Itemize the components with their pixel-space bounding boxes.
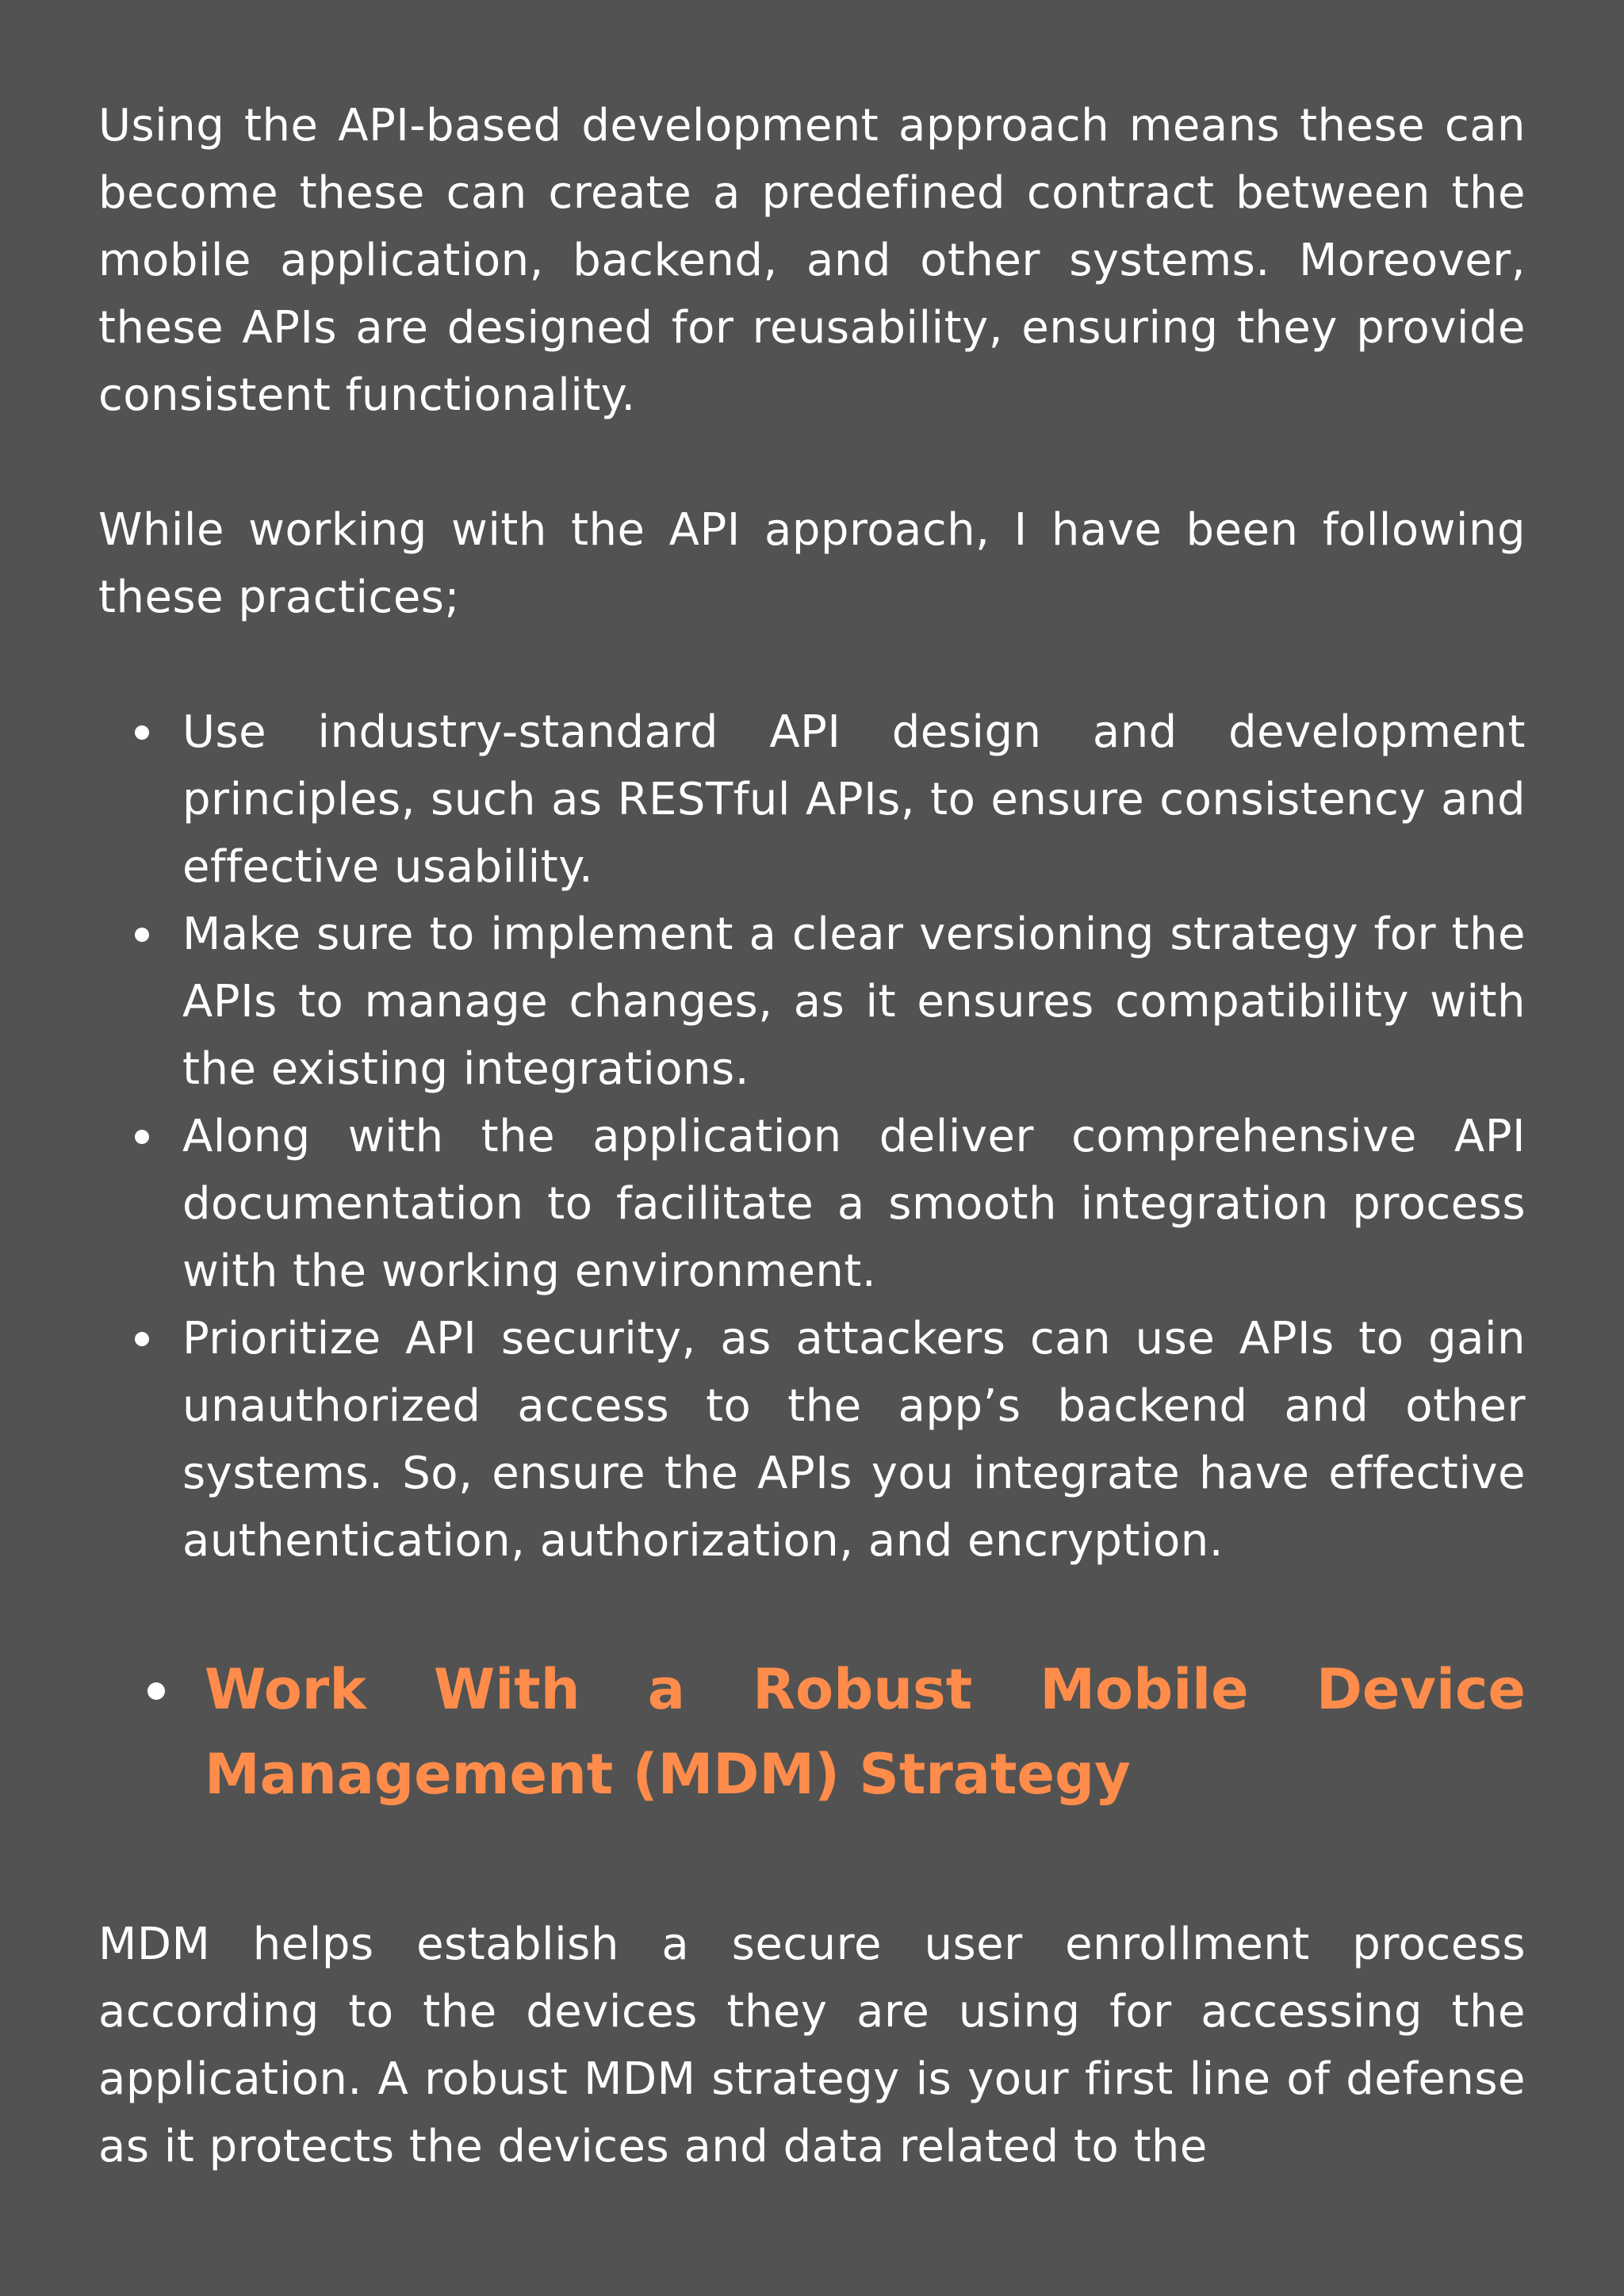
list-item-text: Make sure to implement a clear versioning strategy for the APIs to manage changes, as it ensures compatibility with the existing integrations. xyxy=(182,909,1526,1095)
section-heading: Work With a Robust Mobile Device Management (MDM) Strategy xyxy=(205,1657,1526,1807)
practices-intro-paragraph: While working with the API approach, I have been following these practices; xyxy=(98,504,1526,623)
list-item xyxy=(98,1103,1526,1305)
bullet-icon xyxy=(135,725,149,740)
mdm-paragraph: MDM helps establish a secure user enrollment process according to the devices they are using for accessing the application. A robust MDM strategy is your first line of defense as it protects the devices and data related to the xyxy=(98,1919,1526,2172)
list-item xyxy=(98,1305,1526,1575)
list-item xyxy=(98,698,1526,901)
practices-list xyxy=(98,698,1526,1575)
bullet-icon xyxy=(135,928,149,942)
intro-paragraph: Using the API-based development approach means these can become these can create a predefined contract between the mobile application, backend, and other systems. Moreover, these APIs are designed for reusability, ensuring they provide consistent functionality. xyxy=(98,100,1526,421)
list-item-text: Along with the application deliver comprehensive API documentation to facilitate a smooth integration process with the working environment. xyxy=(182,1111,1526,1297)
bullet-icon xyxy=(147,1682,165,1700)
section-heading-item xyxy=(98,1647,1526,1817)
bullet-icon xyxy=(135,1130,149,1144)
list-item xyxy=(98,901,1526,1103)
list-item-text: Use industry-standard API design and development principles, such as RESTful APIs, to ensure consistency and effective usability. xyxy=(182,706,1526,893)
list-item-text: Prioritize API security, as attackers can use APIs to gain unauthorized access to the app’s backend and other systems. So, ensure the APIs you integrate have effective authentication, authorization, and encryption. xyxy=(182,1313,1526,1567)
bullet-icon xyxy=(135,1332,149,1346)
